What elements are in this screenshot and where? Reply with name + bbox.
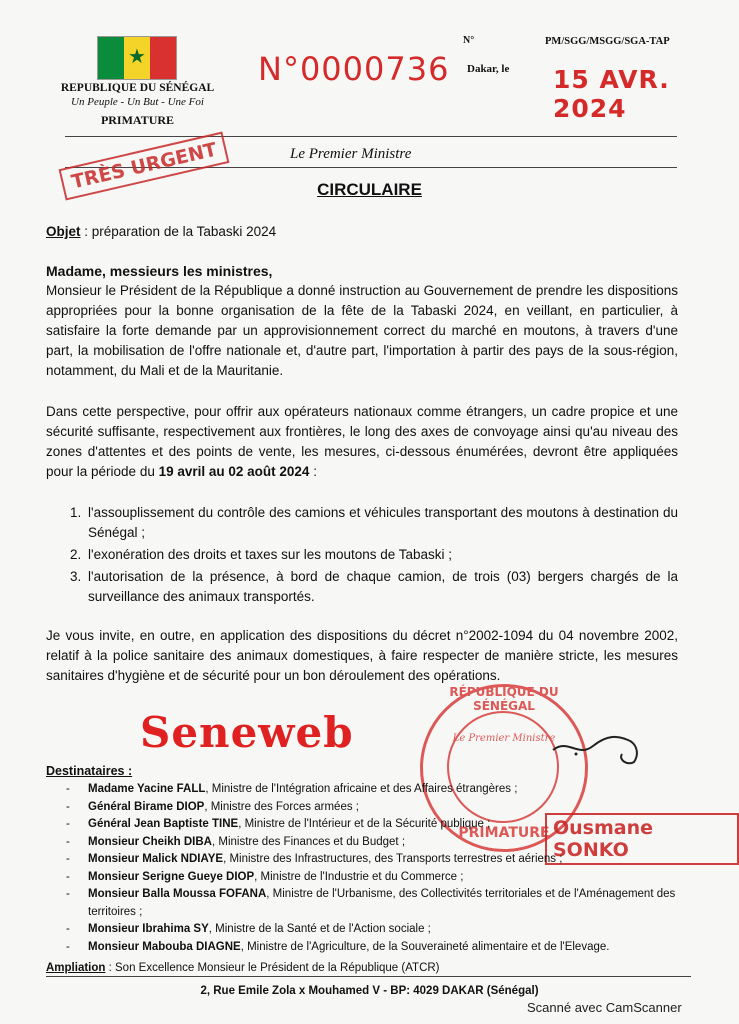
country-name: REPUBLIQUE DU SÉNÉGAL <box>60 82 215 94</box>
paragraph-3: Je vous invite, en outre, en application des dispositions du décret n°2002-1094 du 04 novembre 2002, relatif à la police sanitaire des animaux domestiques, à faire respecter de manière stricte, les mesures sanitaires d'hygiène et de sécurité pour un bon déroulement des opérations. <box>46 628 678 683</box>
recipient-role: , Ministre de la Santé et de l'Action sociale ; <box>208 923 431 935</box>
number-stamp: N°0000736 <box>258 50 450 88</box>
ampliation-line <box>46 962 440 974</box>
place-label: Dakar, le <box>467 63 510 75</box>
signatory-title: Le Premier Ministre <box>290 146 412 162</box>
national-motto: Un Peuple - Un But - Une Foi <box>71 96 204 108</box>
list-item: - Monsieur Balla Moussa FOFANA, Ministre de l'Urbanisme, des Collectivités territoriales et de l'Aménagement des territoires ; <box>66 888 676 918</box>
list-text: l'assouplissement du contrôle des camions et véhicules transportant des moutons à destination du Sénégal ; <box>88 505 678 540</box>
senegal-flag <box>97 36 177 80</box>
recipients-label: Destinataires <box>46 764 125 778</box>
footer-address: 2, Rue Emile Zola x Mouhamed V - BP: 4029 DAKAR (Sénégal) <box>200 985 539 997</box>
star-icon: ★ <box>128 46 146 68</box>
ampliation-label: Ampliation <box>46 962 106 974</box>
ampliation-text: : Son Excellence Monsieur le Président de la République (ATCR) <box>105 962 440 974</box>
recipient-name: Monsieur Ibrahima SY <box>88 923 209 935</box>
recipient-name: Monsieur Serigne Gueye DIOP <box>88 870 255 883</box>
flag-yellow-stripe <box>124 37 150 79</box>
reference-code: PM/SGG/MSGG/SGA-TAP <box>545 36 670 47</box>
salutation: Madame, messieurs les ministres, <box>46 263 273 279</box>
list-item: - Monsieur Cheikh DIBA, Ministre des Finances et du Budget ; <box>66 835 406 848</box>
flag-red-stripe <box>150 37 176 79</box>
number-label: N° <box>463 35 475 46</box>
list-number: 1. <box>70 505 82 520</box>
paragraph-1: Monsieur le Président de la République a donné instruction au Gouvernement de prendre les dispositions appropriées pour la bonne organisation de la fête de la Tabaski 2024, en veillant, en particulier, à satisfaire la forte demande par un approvisionnement correct du marché en moutons, à travers d'une part, la mobilisation de l'offre nationale et, d'autre part, l'importation à partir des pays de la sous-région, notamment, du Mali et de la Mauritanie. <box>46 283 678 378</box>
signature-scribble <box>548 728 648 768</box>
office-name: PRIMATURE <box>100 113 175 127</box>
list-item: - Monsieur Mabouba DIAGNE, Ministre de l'Agriculture, de la Souveraineté alimentaire et de l'Elevage. <box>66 940 610 953</box>
object-text: : préparation de la Tabaski 2024 <box>80 224 277 239</box>
list-number: 2. <box>70 547 82 562</box>
recipient-name: Monsieur Balla Moussa FOFANA <box>88 888 267 900</box>
seal-bottom-text: PRIMATURE <box>458 825 550 841</box>
document-type-text: CIRCULAIRE <box>317 180 422 199</box>
footer-divider <box>46 976 691 977</box>
list-item: - Général Jean Baptiste TINE, Ministre de l'Intérieur et de la Sécurité publique ; <box>66 818 491 830</box>
signature-name-stamp: Ousmane SONKO <box>545 813 739 865</box>
seal-top-text: RÉPUBLIQUE DU SÉNÉGAL <box>449 685 559 713</box>
recipient-role: , Ministre des Infrastructures, des Transports terrestres et aériens ; <box>223 853 563 865</box>
list-item: - Madame Yacine FALL, Ministre de l'Intégration africaine et des Affaires étrangères ; <box>66 783 518 795</box>
paragraph-2 <box>46 402 678 482</box>
paragraph-2-pre: Dans cette perspective, pour offrir aux opérateurs nationaux comme étrangers, un cadre propice et une sécurité suffisante, respectivement aux frontières, le long des axes de convoyage ainsi qu'au niveau des zones d'attentes et des points de vente, les mesures, ci-dessous énumérées, devront être appliquées pour la période du <box>46 404 678 479</box>
watermark: Seneweb <box>140 708 354 757</box>
list-number: 3. <box>70 569 82 584</box>
recipients-colon: : <box>124 764 133 778</box>
recipient-role: , Ministre des Forces armées ; <box>204 800 359 813</box>
recipient-name: Monsieur Mabouba DIAGNE <box>88 940 241 953</box>
recipient-role: , Ministre de l'Industrie et du Commerce ; <box>254 870 464 883</box>
flag-green-stripe <box>98 37 124 79</box>
period-text: 19 avril au 02 août 2024 <box>158 464 310 479</box>
recipient-role: , Ministre des Finances et du Budget ; <box>211 835 406 848</box>
recipient-name: Général Birame DIOP <box>88 800 205 813</box>
list-item <box>70 567 678 607</box>
measures-list <box>70 503 678 609</box>
list-item <box>70 545 678 565</box>
list-item: - Monsieur Serigne Gueye DIOP, Ministre de l'Industrie et du Commerce ; <box>66 870 464 883</box>
list-text: l'autorisation de la présence, à bord de chaque camion, de trois (03) bergers chargés de la surveillance des animaux transportés. <box>88 569 678 604</box>
paragraph-2-post: : <box>309 464 317 479</box>
list-item: - Monsieur Ibrahima SY, Ministre de la Santé et de l'Action sociale ; <box>66 923 431 935</box>
list-item: - Monsieur Malick NDIAYE, Ministre des Infrastructures, des Transports terrestres et aériens ; <box>66 853 563 865</box>
date-stamp: 15 AVR. 2024 <box>553 65 670 123</box>
scanner-note: Scanné avec CamScanner <box>527 1000 682 1015</box>
recipient-role: , Ministre de l'Intégration africaine et des Affaires étrangères ; <box>205 783 518 795</box>
recipient-role: , Ministre de l'Intérieur et de la Sécurité publique ; <box>238 818 491 830</box>
list-item <box>70 503 678 543</box>
seal-middle-text: Le Premier Ministre <box>452 733 556 744</box>
recipients-header <box>46 764 132 778</box>
recipient-name: Madame Yacine FALL <box>88 783 206 795</box>
recipient-name: Général Jean Baptiste TINE <box>88 818 239 830</box>
recipient-role: , Ministre de l'Agriculture, de la Souveraineté alimentaire et de l'Elevage. <box>240 940 610 953</box>
recipients-list <box>66 781 686 956</box>
urgent-stamp: TRÈS URGENT <box>59 131 230 200</box>
recipient-name: Monsieur Cheikh DIBA <box>88 835 212 848</box>
object-label: Objet <box>46 224 81 239</box>
list-text: l'exonération des droits et taxes sur les moutons de Tabaski ; <box>88 547 453 562</box>
object-line <box>46 224 276 239</box>
recipient-role: , Ministre de l'Urbanisme, des Collectivités territoriales et de l'Aménagement des territoires ; <box>88 888 676 918</box>
header-divider-top <box>65 136 677 137</box>
list-item: - Général Birame DIOP, Ministre des Forces armées ; <box>66 800 359 813</box>
document-type <box>0 180 739 200</box>
recipient-name: Monsieur Malick NDIAYE <box>88 853 224 865</box>
